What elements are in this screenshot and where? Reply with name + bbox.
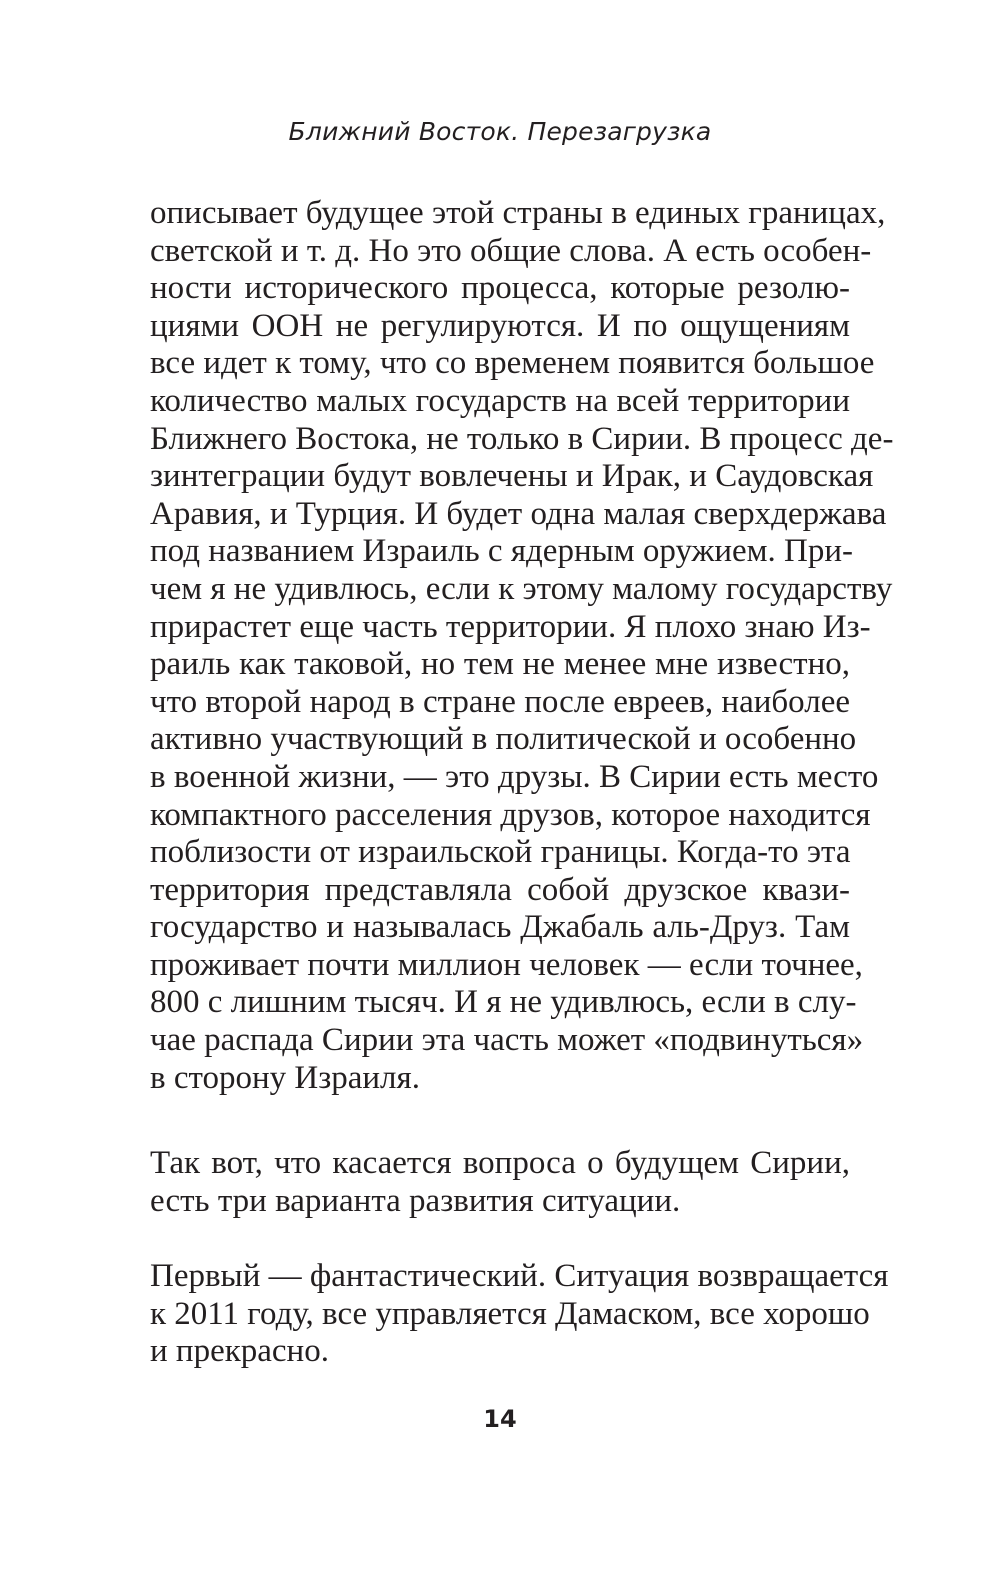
paragraph-2: [150, 1145, 850, 1220]
text-line: к 2011 году, все управляется Дамаском, все хорошо: [150, 1295, 870, 1332]
text-line: раиль как таковой, но тем не менее мне известно,: [150, 646, 850, 683]
page-number: 14: [483, 1405, 517, 1433]
text-line: в военной жизни, — это друзы. В Сирии есть место: [150, 758, 879, 795]
text-line: Так вот, что касается вопроса о будущем Сирии,: [150, 1145, 850, 1181]
text-line: и прекрасно.: [150, 1333, 329, 1370]
text-line: светской и т. д. Но это общие слова. А есть особен-: [150, 232, 872, 269]
text-line: проживает почти миллион человек — если точнее,: [150, 946, 863, 983]
text-line: все идет к тому, что со временем появится большое: [150, 345, 875, 382]
text-line: под названием Израиль с ядерным оружием. При-: [150, 533, 854, 570]
text-line: территория представляла собой друзское квази-: [150, 871, 850, 908]
text-line: Аравия, и Турция. И будет одна малая сверхдержава: [150, 495, 887, 532]
text-line: ности исторического процесса, которые резолю-: [150, 270, 850, 307]
paragraph-3: [150, 1258, 889, 1371]
text-line: чае распада Сирии эта часть может «подвинуться»: [150, 1022, 864, 1059]
text-line: государство и называлась Джабаль аль-Друз. Там: [150, 909, 850, 946]
text-line: в сторону Израиля.: [150, 1059, 420, 1096]
text-line: прирастет еще часть территории. Я плохо знаю Из-: [150, 608, 871, 645]
text-line: циями ООН не регулируются. И по ощущениям: [150, 307, 850, 344]
text-line: Ближнего Востока, не только в Сирии. В процесс де-: [150, 420, 894, 457]
text-line: активно участвующий в политической и особенно: [150, 721, 857, 758]
text-line: Первый — фантастический. Ситуация возвращается: [150, 1258, 889, 1294]
text-line: количество малых государств на всей территории: [150, 382, 850, 419]
text-line: есть три варианта развития ситуации.: [150, 1182, 681, 1219]
text-line: компактного расселения друзов, которое находится: [150, 796, 871, 833]
text-line: описывает будущее этой страны в единых границах,: [150, 195, 886, 231]
text-line: что второй народ в стране после евреев, наиболее: [150, 683, 850, 720]
text-line: 800 с лишним тысяч. И я не удивлюсь, если в слу-: [150, 984, 857, 1021]
text-line: зинтеграции будут вовлечены и Ирак, и Саудовская: [150, 458, 874, 495]
text-line: поблизости от израильской границы. Когда-то эта: [150, 834, 851, 871]
running-header: Ближний Восток. Перезагрузка: [288, 117, 712, 146]
paragraph-1: [150, 195, 894, 1097]
text-line: чем я не удивлюсь, если к этому малому государству: [150, 570, 893, 607]
